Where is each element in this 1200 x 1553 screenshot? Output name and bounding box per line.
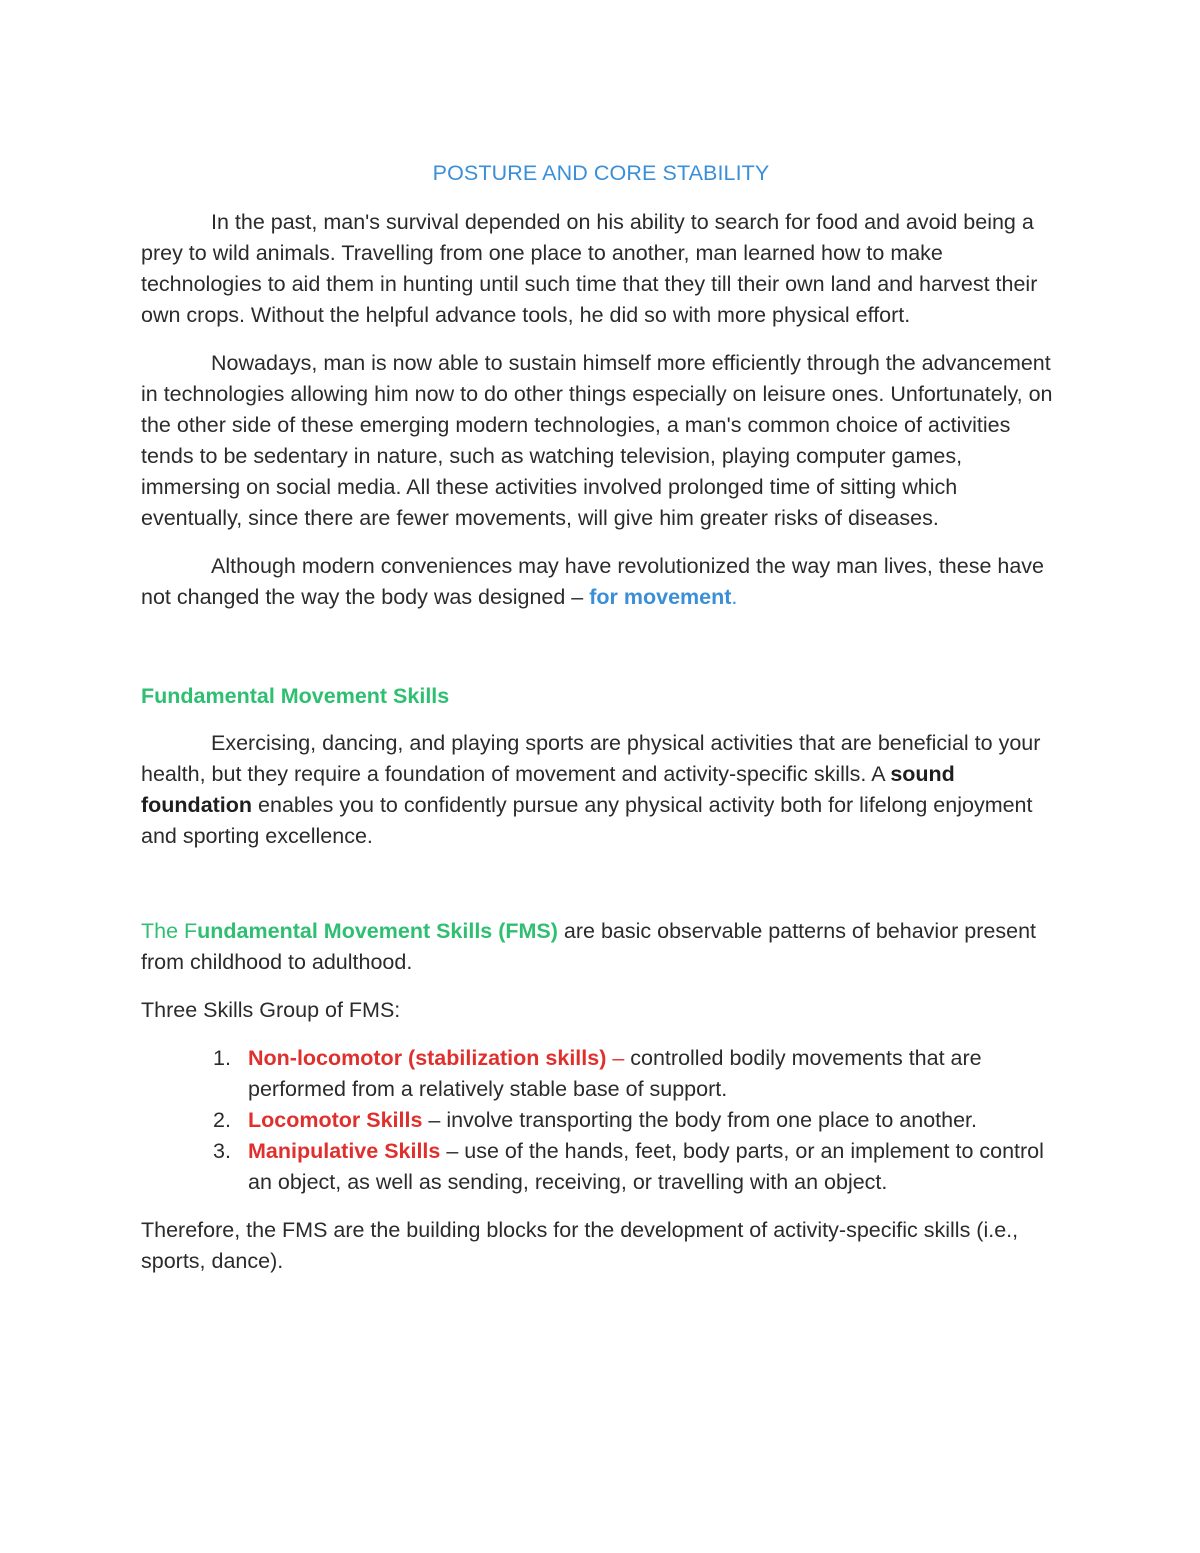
fms-def-term: undamental Movement Skills (FMS) [197,919,558,943]
fms-def-rest: are basic observable patterns of behavior present from childhood to adulthood. [141,919,1036,974]
skill-dash: – [606,1046,625,1070]
skill-term-non-locomotor: Non-locomotor (stabilization skills) [248,1046,607,1070]
sound-foundation-bold: sound foundation [141,762,955,817]
list-number: 3. [213,1139,231,1163]
skill-description: – use of the hands, feet, body parts, or an implement to control an object, as well as sending, receiving, or travelling with an object. [248,1139,1044,1194]
list-number: 2. [213,1108,231,1132]
fms-p1-text: Exercising, dancing, and playing sports are physical activities that are beneficial to your health, but they require a foundation of movement and activity-specific skills. A [141,731,1041,786]
intro-paragraph-1: In the past, man's survival depended on his ability to search for food and avoid being a prey to wild animals. Travelling from one place to another, man learned how to make technologies to aid them in hunting until such time that they till their own land and harvest their own crops. Without the helpful advance tools, he did so with more physical effort. [141,210,1038,327]
conclusion-paragraph: Therefore, the FMS are the building blocks for the development of activity-specific skills (i.e., sports, dance). [141,1218,1019,1273]
skill-description: controlled bodily movements that are performed from a relatively stable base of support. [248,1046,982,1101]
document-title: POSTURE AND CORE STABILITY [432,161,770,185]
list-item [141,1043,1061,1105]
groups-intro: Three Skills Group of FMS: [141,998,401,1022]
fms-p1-rest: enables you to confidently pursue any physical activity both for lifelong enjoyment and sporting excellence. [141,793,1033,848]
skill-term-locomotor: Locomotor Skills [248,1108,423,1132]
document-page [141,158,1061,1294]
list-number: 1. [213,1046,231,1070]
section-heading-fms: Fundamental Movement Skills [141,684,450,708]
list-item [141,1136,1061,1198]
list-item [141,1105,1061,1136]
intro-paragraph-3 [141,551,1061,613]
intro-p3-period: . [731,585,738,609]
fms-paragraph-1 [141,728,1061,852]
skill-term-manipulative: Manipulative Skills [248,1139,441,1163]
skill-description: – involve transporting the body from one place to another. [422,1108,977,1132]
intro-p3-text: Although modern conveniences may have revolutionized the way man lives, these have not changed the way the body was designed – [141,554,1045,609]
fms-def-prefix: The F [141,919,198,943]
for-movement-highlight: for movement [589,585,732,609]
skills-group-list [141,1043,1061,1198]
fms-definition [141,916,1061,978]
intro-paragraph-2: Nowadays, man is now able to sustain himself more efficiently through the advancement in technologies allowing him now to do other things especially on leisure ones. Unfortunately, on the other side of these emerging modern technologies, a man's common choice of activities tends to be sedentary in nature, such as watching television, playing computer games, immersing on social media. All these activities involved prolonged time of sitting which eventually, since there are fewer movements, will give him greater risks of diseases. [141,351,1053,530]
